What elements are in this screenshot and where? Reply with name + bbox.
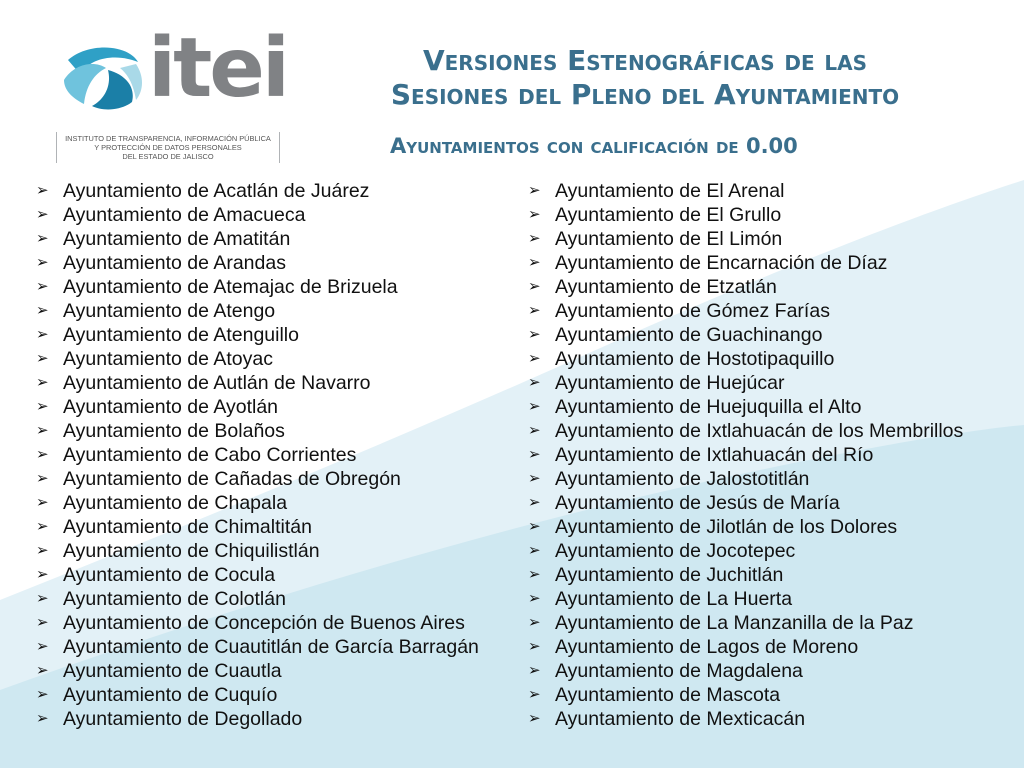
arrow-bullet-icon: ➢ [528,590,541,607]
list-item-label: Ayuntamiento de Ixtlahuacán del Río [555,444,874,466]
list-item [36,419,526,443]
arrow-bullet-icon: ➢ [36,254,49,271]
list-item [528,443,1018,467]
municipality-list-right [528,179,1018,731]
list-item-label: Ayuntamiento de Cuautitlán de García Barragán [63,636,479,658]
list-item-label: Ayuntamiento de Hostotipaquillo [555,348,835,370]
list-item-label: Ayuntamiento de Atoyac [63,348,273,370]
logo-wordmark: itei [148,21,288,116]
list-item-label: Ayuntamiento de Jalostotitlán [555,468,810,490]
arrow-bullet-icon: ➢ [528,638,541,655]
arrow-bullet-icon: ➢ [528,470,541,487]
arrow-bullet-icon: ➢ [36,206,49,223]
list-item [528,251,1018,275]
arrow-bullet-icon: ➢ [36,278,49,295]
list-item [528,563,1018,587]
list-item-label: Ayuntamiento de Jilotlán de los Dolores [555,516,898,538]
list-item [36,347,526,371]
list-item [528,179,1018,203]
itei-logo [52,21,288,168]
arrow-bullet-icon: ➢ [36,182,49,199]
list-item-label: Ayuntamiento de El Arenal [555,180,785,202]
list-item [528,707,1018,731]
list-item-label: Ayuntamiento de Jocotepec [555,540,796,562]
arrow-bullet-icon: ➢ [36,350,49,367]
list-item-label: Ayuntamiento de Degollado [63,708,303,730]
arrow-bullet-icon: ➢ [528,494,541,511]
arrow-bullet-icon: ➢ [528,374,541,391]
list-item-label: Ayuntamiento de Concepción de Buenos Aires [63,612,465,634]
arrow-bullet-icon: ➢ [528,662,541,679]
arrow-bullet-icon: ➢ [528,350,541,367]
arrow-bullet-icon: ➢ [528,446,541,463]
list-item-label: Ayuntamiento de Chapala [63,492,288,514]
arrow-bullet-icon: ➢ [528,566,541,583]
list-item [528,611,1018,635]
arrow-bullet-icon: ➢ [528,422,541,439]
arrow-bullet-icon: ➢ [36,422,49,439]
list-item-label: Ayuntamiento de Cabo Corrientes [63,444,357,466]
list-item [528,635,1018,659]
arrow-bullet-icon: ➢ [528,254,541,271]
list-item-label: Ayuntamiento de Magdalena [555,660,803,682]
list-item [528,203,1018,227]
arrow-bullet-icon: ➢ [36,326,49,343]
list-item [36,371,526,395]
list-item-label: Ayuntamiento de Amatitán [63,228,291,250]
list-item [36,275,526,299]
arrow-bullet-icon: ➢ [528,614,541,631]
list-item [36,323,526,347]
header [290,44,1000,112]
list-item [528,395,1018,419]
list-item [528,323,1018,347]
list-item-label: Ayuntamiento de Atengo [63,300,276,322]
list-item [528,299,1018,323]
list-item [36,443,526,467]
list-item [36,539,526,563]
list-item-label: Ayuntamiento de Etzatlán [555,276,777,298]
list-item [36,203,526,227]
arrow-bullet-icon: ➢ [36,614,49,631]
arrow-bullet-icon: ➢ [528,230,541,247]
arrow-bullet-icon: ➢ [36,398,49,415]
list-item-label: Ayuntamiento de Cocula [63,564,276,586]
list-item [528,515,1018,539]
arrow-bullet-icon: ➢ [528,206,541,223]
logo-subtitle: INSTITUTO DE TRANSPARENCIA, INFORMACIÓN PÚBLICA Y PROTECCIÓN DE DATOS PERSONALES DEL ESTADO DE JALISCO [56,132,280,163]
list-item-label: Ayuntamiento de Colotlán [63,588,286,610]
arrow-bullet-icon: ➢ [528,326,541,343]
arrow-bullet-icon: ➢ [528,686,541,703]
list-item-label: Ayuntamiento de Guachinango [555,324,823,346]
list-item-label: Ayuntamiento de Cuautla [63,660,282,682]
list-item-label: Ayuntamiento de Atenguillo [63,324,299,346]
list-item [36,515,526,539]
list-item-label: Ayuntamiento de Encarnación de Díaz [555,252,888,274]
logo-swirl-icon [58,40,148,120]
list-item-label: Ayuntamiento de Acatlán de Juárez [63,180,370,202]
list-item [528,467,1018,491]
arrow-bullet-icon: ➢ [36,710,49,727]
list-item [36,179,526,203]
list-item [36,659,526,683]
arrow-bullet-icon: ➢ [36,302,49,319]
list-item [36,395,526,419]
arrow-bullet-icon: ➢ [36,590,49,607]
list-item-label: Ayuntamiento de Cuquío [63,684,278,706]
list-item-label: Ayuntamiento de Jesús de María [555,492,840,514]
list-item [528,683,1018,707]
arrow-bullet-icon: ➢ [36,446,49,463]
list-item-label: Ayuntamiento de La Huerta [555,588,793,610]
list-item [528,491,1018,515]
list-item-label: Ayuntamiento de Mascota [555,684,781,706]
arrow-bullet-icon: ➢ [36,494,49,511]
list-item [528,659,1018,683]
arrow-bullet-icon: ➢ [528,278,541,295]
list-item-label: Ayuntamiento de Juchitlán [555,564,784,586]
list-item-label: Ayuntamiento de Mexticacán [555,708,806,730]
list-item-label: Ayuntamiento de Chiquilistlán [63,540,320,562]
arrow-bullet-icon: ➢ [36,470,49,487]
list-item-label: Ayuntamiento de Huejuquilla el Alto [555,396,862,418]
list-item-label: Ayuntamiento de Cañadas de Obregón [63,468,401,490]
arrow-bullet-icon: ➢ [36,518,49,535]
list-item [36,683,526,707]
list-item-label: Ayuntamiento de Huejúcar [555,372,785,394]
list-item-label: Ayuntamiento de Chimaltitán [63,516,312,538]
list-item [528,371,1018,395]
arrow-bullet-icon: ➢ [528,182,541,199]
arrow-bullet-icon: ➢ [36,230,49,247]
list-item [36,635,518,659]
list-item [528,539,1018,563]
list-item [36,227,526,251]
list-item-label: Ayuntamiento de El Limón [555,228,783,250]
list-item-label: Ayuntamiento de Lagos de Moreno [555,636,859,658]
list-item [528,587,1018,611]
list-item-label: Ayuntamiento de Amacueca [63,204,306,226]
list-item-label: Ayuntamiento de Arandas [63,252,286,274]
list-item [528,275,1018,299]
list-item [528,227,1018,251]
list-item-label: Ayuntamiento de Atemajac de Brizuela [63,276,398,298]
list-item-label: Ayuntamiento de El Grullo [555,204,782,226]
arrow-bullet-icon: ➢ [36,686,49,703]
arrow-bullet-icon: ➢ [528,710,541,727]
list-item [36,611,526,635]
municipality-list-left [36,179,526,731]
list-item [36,299,526,323]
list-item-label: Ayuntamiento de Bolaños [63,420,285,442]
arrow-bullet-icon: ➢ [36,566,49,583]
arrow-bullet-icon: ➢ [528,542,541,559]
list-item [36,707,526,731]
arrow-bullet-icon: ➢ [528,518,541,535]
list-item-label: Ayuntamiento de Ayotlán [63,396,279,418]
list-item [36,491,526,515]
list-item-label: Ayuntamiento de Ixtlahuacán de los Membrillos [555,420,964,442]
arrow-bullet-icon: ➢ [36,662,49,679]
list-item [36,587,526,611]
list-item [528,419,1010,443]
list-item-label: Ayuntamiento de La Manzanilla de la Paz [555,612,914,634]
list-item-label: Ayuntamiento de Gómez Farías [555,300,830,322]
arrow-bullet-icon: ➢ [36,374,49,391]
list-item [528,347,1018,371]
list-item [36,251,526,275]
arrow-bullet-icon: ➢ [528,398,541,415]
arrow-bullet-icon: ➢ [36,638,49,655]
page-title: Versiones Estenográficas de las Sesiones del Pleno del Ayuntamiento [390,44,900,111]
arrow-bullet-icon: ➢ [528,302,541,319]
list-item-label: Ayuntamiento de Autlán de Navarro [63,372,371,394]
page-subtitle: Ayuntamientos con calificación de 0.00 [390,134,798,158]
list-item [36,563,526,587]
arrow-bullet-icon: ➢ [36,542,49,559]
list-item [36,467,526,491]
